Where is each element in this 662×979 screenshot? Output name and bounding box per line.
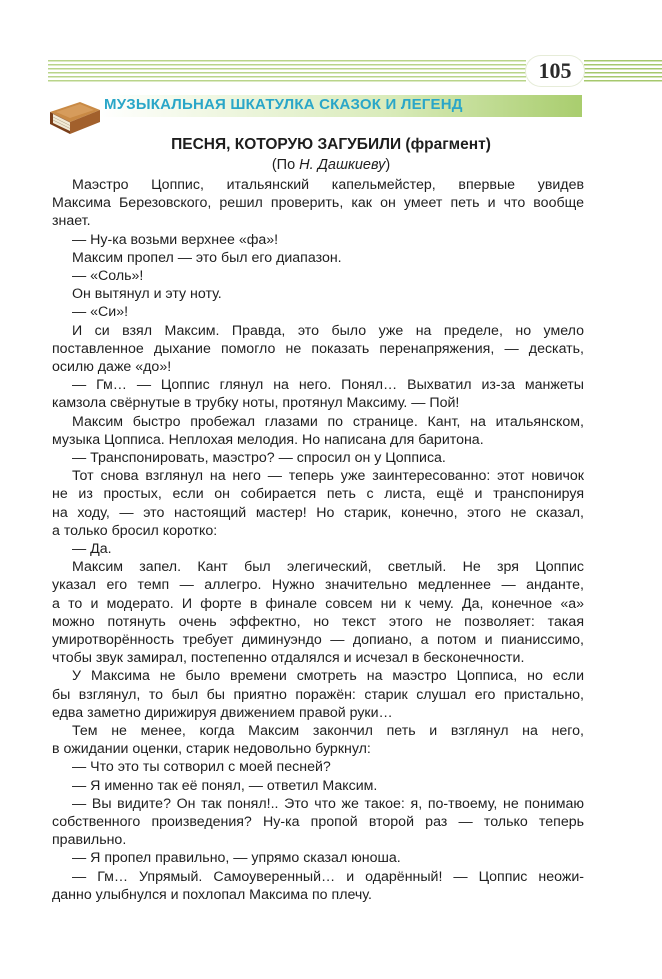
text-line: Он вытянул и эту ноту. bbox=[72, 286, 222, 303]
text-line: можно потянуть очень эффектно, но текст этого не позволяет: такая bbox=[52, 613, 584, 630]
section-title: МУЗЫКАЛЬНАЯ ШКАТУЛКА СКАЗОК И ЛЕГЕНД bbox=[104, 96, 463, 113]
text-line: поставленное дыхание помогло не показать перенапряжения, — дескать, bbox=[52, 340, 584, 357]
text-line: И си взял Максим. Правда, это было уже на пределе, но умело bbox=[72, 322, 584, 339]
text-line: Тот снова взглянул на него — теперь уже заинтересованно: этот новичок bbox=[72, 468, 584, 485]
text-line: Максим быстро пробежал глазами по странице. Кант, на итальянском, bbox=[72, 413, 584, 430]
text-line: на ходу, — это настоящий мастер! Но старик, конечно, этого не сказал, bbox=[52, 504, 584, 521]
header-stripes-right bbox=[584, 60, 662, 82]
text-line: Маэстро Цоппис, итальянский капельмейстер, впервые увидев bbox=[72, 177, 584, 193]
text-line: — Вы видите? Он так понял!.. Это что же такое: я, по-твоему, не понимаю bbox=[72, 795, 584, 812]
text-line: умиротворённость требует диминуэндо — допиано, а потом и пианиссимо, bbox=[52, 632, 584, 648]
text-line: — Что это ты сотворил с моей песней? bbox=[72, 759, 331, 776]
text-line: камзола свёрнутые в трубку ноты, протянул Максиму. — Пой! bbox=[52, 395, 460, 412]
text-line: У Максима не было времени смотреть на маэстро Цопписа, но если bbox=[72, 668, 584, 685]
text-line: собственного произведения? Ну-ка пропой второй раз — только теперь bbox=[52, 814, 584, 830]
story-title: ПЕСНЯ, КОТОРУЮ ЗАГУБИЛИ (фрагмент) bbox=[171, 136, 491, 153]
text-line: — Ну-ка возьми верхнее «фа»! bbox=[72, 231, 279, 248]
text-line: — «Си»! bbox=[72, 304, 129, 321]
text-line: едва заметно дирижируя движением правой руки… bbox=[52, 704, 393, 721]
text-line: а то и модерато. И форте в финале совсем ни к чему. Да, конечное «а» bbox=[52, 595, 584, 612]
text-line: бы взглянул, то был бы приятно поражён: старик слушал его пристально, bbox=[52, 686, 584, 703]
subtitle-author: Н. Дашкиеву bbox=[299, 157, 386, 173]
text-line: — Я пропел правильно, — упрямо сказал юноша. bbox=[72, 850, 401, 867]
text-line: чтобы звук замирал, постепенно отдалялся и исчезал в бесконечности. bbox=[52, 650, 525, 667]
text-line: — Транспонировать, маэстро? — спросил он у Цопписа. bbox=[72, 450, 446, 466]
text-line: — «Соль»! bbox=[72, 268, 144, 284]
text-line: Максима Березовского, решил проверить, как он умеет петь и что вообще bbox=[52, 195, 584, 212]
text-line: Максим запел. Кант был элегический, светлый. Не зря Цоппис bbox=[72, 559, 584, 576]
text-line: знает. bbox=[52, 213, 91, 230]
text-line: в ожидании оценки, старик недовольно буркнул: bbox=[52, 741, 371, 758]
subtitle-prefix: (По bbox=[271, 157, 300, 173]
story-subtitle bbox=[0, 157, 662, 173]
text-line: — Гм… — Цоппис глянул на него. Понял… Выхватил из-за манжеты bbox=[72, 377, 584, 394]
text-line: указал его темп — аллегро. Нужно значительно медленнее — анданте, bbox=[52, 577, 584, 594]
text-line: Максим пропел — это был его диапазон. bbox=[72, 249, 342, 266]
text-line: правильно. bbox=[52, 832, 127, 849]
text-line: — Гм… Упрямый. Самоуверенный… и одарённый! — Цоппис неожи- bbox=[72, 868, 584, 885]
text-line: — Я именно так её понял, — ответил Максим. bbox=[72, 777, 378, 794]
subtitle-suffix: ) bbox=[385, 157, 391, 173]
text-line: а только бросил коротко: bbox=[52, 522, 218, 539]
text-line: Тем не менее, когда Максим закончил петь и взглянул на него, bbox=[72, 723, 584, 739]
text-line: музыка Цопписа. Неплохая мелодия. Но написана для баритона. bbox=[52, 431, 484, 448]
text-line: не из простых, если он собирается петь с листа, ещё и транспонируя bbox=[52, 486, 584, 503]
text-line: осилю даже «до»! bbox=[52, 359, 172, 375]
text-line: данно улыбнулся и похлопал Максима по плечу. bbox=[52, 886, 372, 903]
page-number: 105 bbox=[526, 56, 584, 86]
text-line: — Да. bbox=[72, 541, 112, 557]
book-icon bbox=[46, 98, 104, 138]
header-stripes bbox=[48, 60, 526, 82]
